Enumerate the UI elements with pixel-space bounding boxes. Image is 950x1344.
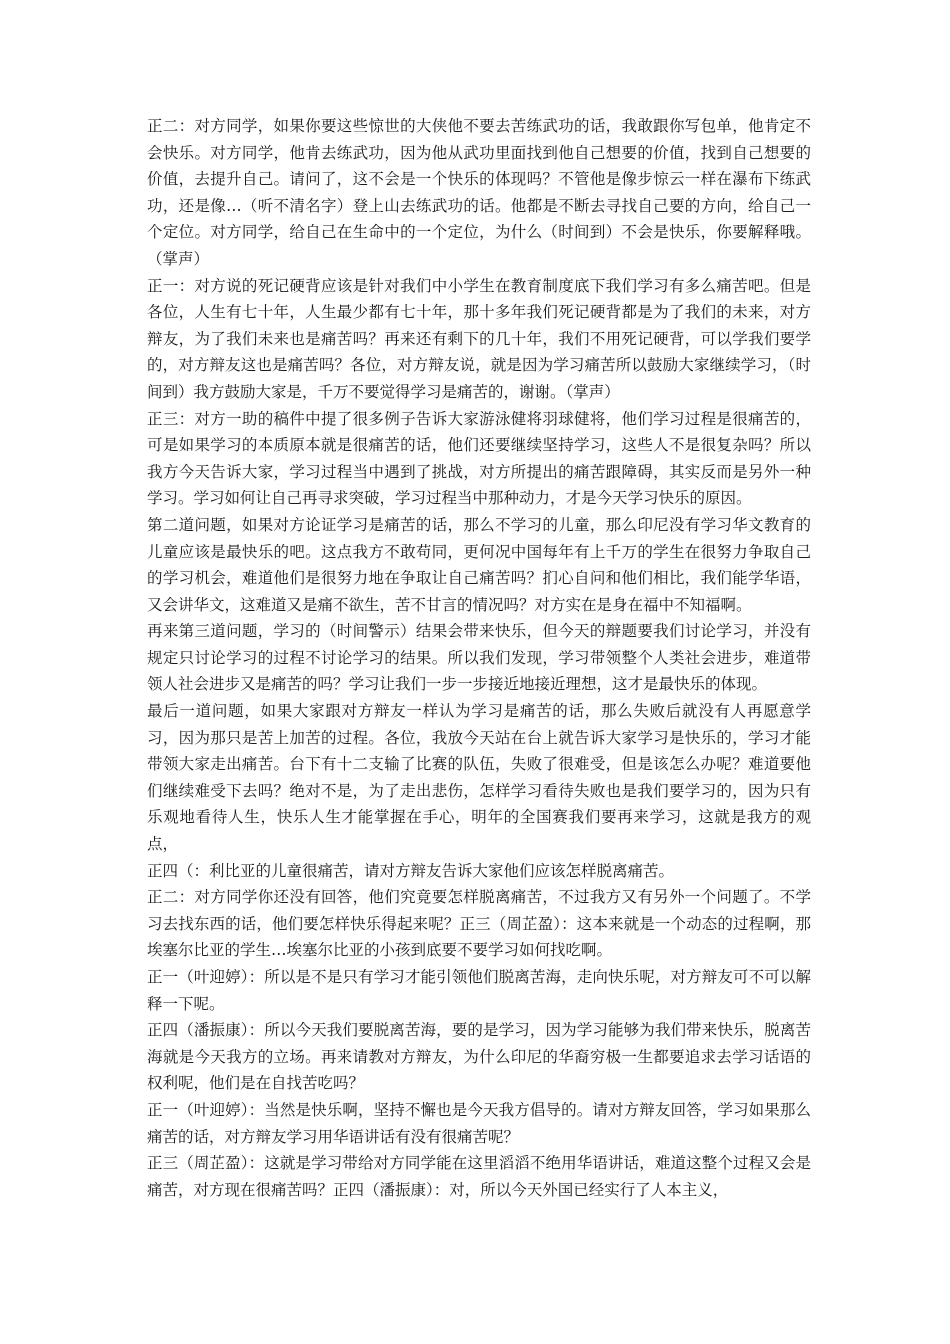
paragraph: 正二：对方同学，如果你要这些惊世的大侠他不要去苦练武功的话，我敢跟你写包单，他肯定不会快乐。对方同学，他肯去练武功，因为他从武功里面找到他自己想要的价值，找到自己想要的价值，去提升自己。请问了，这不会是一个快乐的体现吗？不管他是像步惊云一样在瀑布下练武功，还是像…（听不清名字）登上山去练武功的话。他都是不断去寻找自己要的方向，给自己一个定位。对方同学，给自己在生命中的一个定位，为什么（时间到）不会是快乐，你要解释哦。（掌声）: [147, 117, 811, 268]
paragraph: 正三：对方一助的稿件中提了很多例子告诉大家游泳健将羽球健将，他们学习过程是很痛苦的，可是如果学习的本质原本就是很痛苦的话，他们还要继续坚持学习，这些人不是很复杂吗？所以我方今天告诉大家，学习过程当中遇到了挑战，对方所提出的痛苦跟障碍，其实反而是另外一种学习。学习如何让自己再寻求突破，学习过程当中那种动力，才是今天学习快乐的原因。: [147, 409, 811, 508]
paragraph: 正四（：利比亚的儿童很痛苦，请对方辩友告诉大家他们应该怎样脱离痛苦。: [147, 861, 675, 880]
paragraph: 正一（叶迎婷）：当然是快乐啊，坚持不懈也是今天我方倡导的。请对方辩友回答，学习如果那么痛苦的话，对方辩友学习用华语讲话有没有很痛苦呢？: [147, 1100, 811, 1146]
paragraph: 第二道问题，如果对方论证学习是痛苦的话，那么不学习的儿童，那么印尼没有学习华文教育的儿童应该是最快乐的吧。这点我方不敢苟同，更何况中国每年有上千万的学生在很努力争取自己的学习机会，难道他们是很努力地在争取让自己痛苦吗？扪心自问和他们相比，我们能学华语，又会讲华文，这难道又是痛不欲生，苦不甘言的情况吗？对方实在是身在福中不知福啊。: [147, 515, 811, 614]
paragraph: 再来第三道问题，学习的（时间警示）结果会带来快乐，但今天的辩题要我们讨论学习，并没有规定只讨论学习的过程不讨论学习的结果。所以我们发现，学习带领整个人类社会进步，难道带领人社会进步又是痛苦的吗？学习让我们一步一步接近地接近理想，这才是最快乐的体现。: [147, 622, 811, 694]
paragraph: 正一：对方说的死记硬背应该是针对我们中小学生在教育制度底下我们学习有多么痛苦吧。但是各位，人生有七十年，人生最少都有七十年，那十多年我们死记硬背都是为了我们的未来，对方辩友，为了我们未来也是痛苦吗？再来还有剩下的几十年，我们不用死记硬背，可以学我们要学的，对方辩友这也是痛苦吗？各位，对方辩友说，就是因为学习痛苦所以鼓励大家继续学习，（时间到）我方鼓励大家是，千万不要觉得学习是痛苦的，谢谢。（掌声）: [147, 276, 811, 401]
paragraph: 正三（周芷盈）：这就是学习带给对方同学能在这里滔滔不绝用华语讲话，难道这整个过程又会是痛苦，对方现在很痛苦吗？正四（潘振康）：对，所以今天外国已经实行了人本主义，: [147, 1154, 811, 1199]
paragraph: 正一（叶迎婷）：所以是不是只有学习才能引领他们脱离苦海，走向快乐呢，对方辩友可不可以解释一下呢。: [147, 968, 811, 1013]
paragraph: 正四（潘振康）：所以今天我们要脱离苦海，要的是学习，因为学习能够为我们带来快乐，脱离苦海就是今天我方的立场。再来请教对方辩友，为什么印尼的华裔穷极一生都要追求去学习话语的权利呢，他们是在自找苦吃吗？: [147, 1021, 811, 1093]
document-body: [147, 113, 811, 1203]
paragraph: 最后一道问题，如果大家跟对方辩友一样认为学习是痛苦的话，那么失败后就没有人再愿意学习，因为那只是苦上加苦的过程。各位，我放今天站在台上就告诉大家学习是快乐的，学习才能带领大家走出痛苦。台下有十二支输了比赛的队伍，失败了很难受，但是该怎么办呢？难道要他们继续难受下去吗？绝对不是，为了走出悲伤，怎样学习看待失败也是我们要学习的，因为只有乐观地看待人生，快乐人生才能掌握在手心，明年的全国赛我们要再来学习，这就是我方的观点，: [147, 702, 811, 854]
paragraph: 正二：对方同学你还没有回答，他们究竟要怎样脱离痛苦，不过我方又有另外一个问题了。不学习去找东西的话，他们要怎样快乐得起来呢？正三（周芷盈）：这本来就是一个动态的过程啊，那埃塞尔比亚的学生…埃塞尔比亚的小孩到底要不要学习如何找吃啊。: [147, 888, 811, 960]
